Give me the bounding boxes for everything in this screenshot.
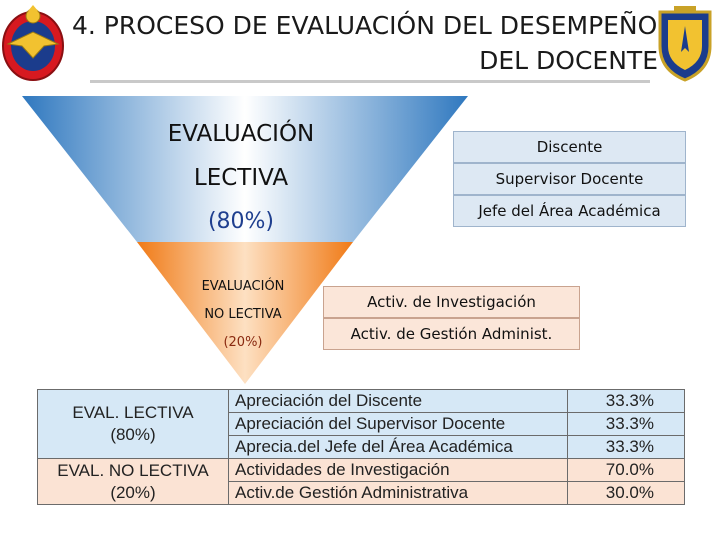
table-cell-value: 33.3% (568, 413, 685, 436)
funnel-lectiva-percent: (80%) (207, 209, 275, 234)
funnel-no-lectiva-percent: (20%) (223, 335, 263, 350)
title-line-2: DEL DOCENTE (479, 46, 658, 75)
table-row (38, 459, 685, 482)
funnel-no-lectiva-label (185, 273, 301, 357)
table-cell-value: 70.0% (568, 459, 685, 482)
evaluator-supervisor: Supervisor Docente (453, 163, 686, 195)
group-no-lectiva-percent: (20%) (110, 482, 156, 502)
evaluation-weights-table (37, 389, 685, 505)
funnel-lectiva-line2: LECTIVA (193, 165, 289, 191)
evaluator-jefe-area: Jefe del Área Académica (453, 195, 686, 227)
group-no-lectiva-title: EVAL. NO LECTIVA (57, 460, 209, 480)
group-lectiva-title: EVAL. LECTIVA (72, 403, 194, 422)
air-force-emblem-icon (0, 2, 66, 82)
funnel-lectiva-label (150, 112, 332, 244)
table-cell-value: 33.3% (568, 436, 685, 459)
title-line-1: 4. PROCESO DE EVALUACIÓN DEL DESEMPEÑO (72, 11, 658, 40)
evaluator-discente: Discente (453, 131, 686, 163)
academy-shield-icon (652, 2, 718, 82)
group-no-lectiva-label (38, 459, 229, 505)
table-cell-item: Activ.de Gestión Administrativa (229, 482, 568, 505)
group-lectiva-label (38, 390, 229, 459)
funnel-lectiva-line1: EVALUACIÓN (167, 121, 315, 147)
title-divider (90, 80, 650, 83)
table-cell-value: 30.0% (568, 482, 685, 505)
table-cell-item: Actividades de Investigación (229, 459, 568, 482)
table-cell-item: Aprecia.del Jefe del Área Académica (229, 436, 568, 459)
table-row (38, 390, 685, 413)
funnel-no-lectiva-line1: EVALUACIÓN (201, 279, 285, 294)
table-cell-item: Apreciación del Supervisor Docente (229, 413, 568, 436)
page-title (60, 8, 660, 78)
funnel-no-lectiva-line2: NO LECTIVA (204, 307, 282, 322)
table-cell-value: 33.3% (568, 390, 685, 413)
activity-gestion: Activ. de Gestión Administ. (323, 318, 580, 350)
activity-investigacion: Activ. de Investigación (323, 286, 580, 318)
table-cell-item: Apreciación del Discente (229, 390, 568, 413)
group-lectiva-percent: (80%) (110, 425, 156, 444)
